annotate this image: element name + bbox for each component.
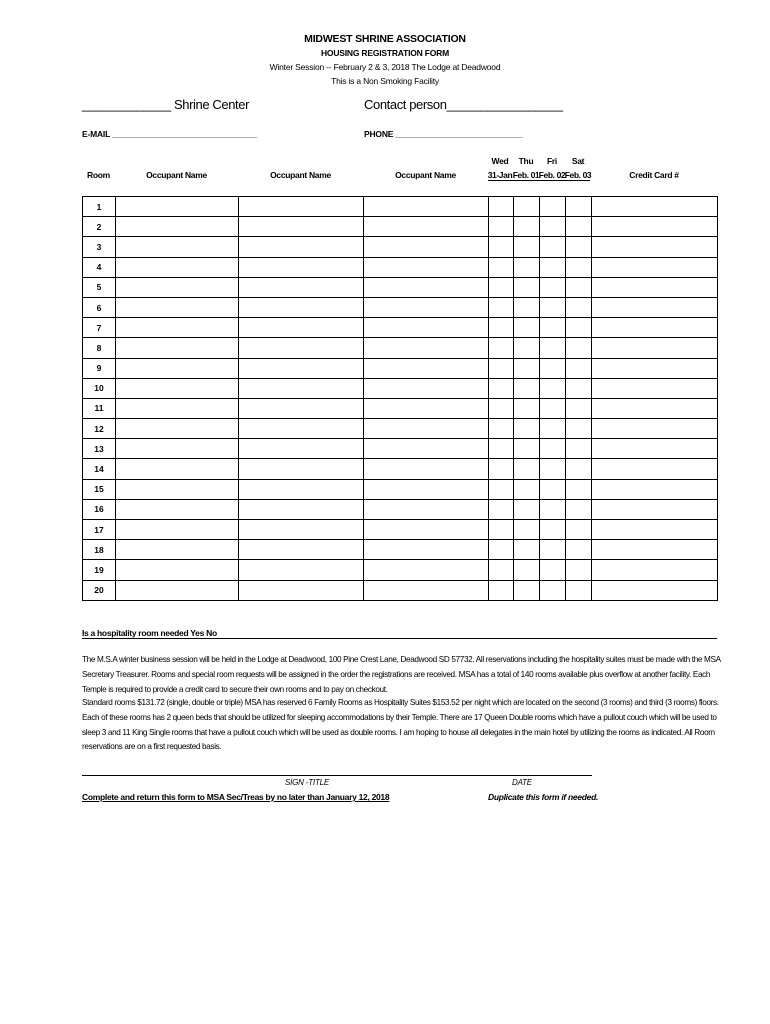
credit-card-cell[interactable] [592, 459, 718, 479]
credit-card-cell[interactable] [592, 318, 718, 338]
occupant-name-cell[interactable] [239, 297, 364, 317]
room-number: 19 [83, 560, 116, 580]
night-cell-fri[interactable] [540, 398, 566, 418]
occupant-name-cell[interactable] [239, 540, 364, 560]
room-number: 9 [83, 358, 116, 378]
occupant-name-cell[interactable] [116, 217, 239, 237]
table-row [83, 560, 718, 580]
occupant-name-cell[interactable] [364, 520, 489, 540]
occupant-name-cell[interactable] [364, 580, 489, 600]
night-cell-sat[interactable] [566, 520, 592, 540]
room-column-header: Room [87, 170, 110, 180]
occupant-name-cell[interactable] [239, 257, 364, 277]
occupant-name-cell[interactable] [116, 580, 239, 600]
night-cell-sat[interactable] [566, 378, 592, 398]
occupant-name-cell[interactable] [364, 217, 489, 237]
occupant-name-cell[interactable] [239, 277, 364, 297]
night-cell-thu[interactable] [514, 217, 540, 237]
credit-card-cell[interactable] [592, 479, 718, 499]
occupant-name-cell[interactable] [116, 318, 239, 338]
night-cell-thu[interactable] [514, 398, 540, 418]
night-cell-fri[interactable] [540, 540, 566, 560]
night-cell-wed[interactable] [489, 257, 514, 277]
table-row [83, 378, 718, 398]
night-cell-thu[interactable] [514, 540, 540, 560]
night-cell-thu[interactable] [514, 459, 540, 479]
night-cell-sat[interactable] [566, 580, 592, 600]
night-cell-fri[interactable] [540, 358, 566, 378]
occupant-name-cell[interactable] [364, 318, 489, 338]
day-header-sat: Sat [571, 156, 585, 166]
occupant-name-cell[interactable] [239, 479, 364, 499]
form-title: HOUSING REGISTRATION FORM [320, 48, 449, 58]
occupant-name-cell[interactable] [116, 419, 239, 439]
night-cell-wed[interactable] [489, 297, 514, 317]
table-row [83, 398, 718, 418]
credit-card-cell[interactable] [592, 520, 718, 540]
night-cell-thu[interactable] [514, 419, 540, 439]
night-cell-fri[interactable] [540, 459, 566, 479]
table-row [83, 580, 718, 600]
night-cell-wed[interactable] [489, 217, 514, 237]
occupant-name-cell[interactable] [239, 358, 364, 378]
table-row [83, 338, 718, 358]
night-cell-thu[interactable] [514, 580, 540, 600]
room-number: 11 [83, 398, 116, 418]
occupant-name-cell[interactable] [239, 419, 364, 439]
room-number: 17 [83, 520, 116, 540]
credit-card-cell[interactable] [592, 540, 718, 560]
night-cell-sat[interactable] [566, 237, 592, 257]
occupant-name-cell[interactable] [116, 439, 239, 459]
occupant-name-cell[interactable] [364, 479, 489, 499]
room-number: 3 [83, 237, 116, 257]
table-row [83, 277, 718, 297]
credit-card-cell[interactable] [592, 338, 718, 358]
occupant-name-cell[interactable] [116, 479, 239, 499]
night-cell-fri[interactable] [540, 237, 566, 257]
room-number: 4 [83, 257, 116, 277]
occupant-column-header-1: Occupant Name [146, 170, 207, 180]
credit-card-column-header: Credit Card # [629, 170, 679, 180]
session-info: Winter Session -- February 2 & 3, 2018 The Lodge at Deadwood [269, 62, 501, 72]
credit-card-cell[interactable] [592, 297, 718, 317]
credit-card-cell[interactable] [592, 237, 718, 257]
table-row [83, 297, 718, 317]
night-cell-sat[interactable] [566, 277, 592, 297]
occupant-name-cell[interactable] [239, 398, 364, 418]
credit-card-cell[interactable] [592, 217, 718, 237]
occupant-name-cell[interactable] [116, 277, 239, 297]
table-row [83, 479, 718, 499]
occupant-column-header-3: Occupant Name [395, 170, 456, 180]
night-cell-fri[interactable] [540, 479, 566, 499]
table-row [83, 540, 718, 560]
night-cell-fri[interactable] [540, 257, 566, 277]
table-row [83, 419, 718, 439]
room-number: 13 [83, 439, 116, 459]
occupant-name-cell[interactable] [239, 378, 364, 398]
credit-card-cell[interactable] [592, 257, 718, 277]
table-row [83, 257, 718, 277]
day-header-fri: Fri [547, 156, 557, 166]
credit-card-cell[interactable] [592, 419, 718, 439]
night-cell-sat[interactable] [566, 419, 592, 439]
room-number: 8 [83, 338, 116, 358]
occupant-name-cell[interactable] [364, 398, 489, 418]
day-header-wed: Wed [491, 156, 509, 166]
night-cell-sat[interactable] [566, 257, 592, 277]
night-cell-wed[interactable] [489, 338, 514, 358]
occupant-name-cell[interactable] [116, 358, 239, 378]
night-cell-thu[interactable] [514, 197, 540, 217]
night-cell-wed[interactable] [489, 378, 514, 398]
credit-card-cell[interactable] [592, 277, 718, 297]
occupant-name-cell[interactable] [239, 520, 364, 540]
room-number: 16 [83, 499, 116, 519]
night-cell-wed[interactable] [489, 237, 514, 257]
occupant-name-cell[interactable] [364, 338, 489, 358]
night-cell-wed[interactable] [489, 499, 514, 519]
night-cell-wed[interactable] [489, 398, 514, 418]
occupant-name-cell[interactable] [116, 398, 239, 418]
night-cell-fri[interactable] [540, 338, 566, 358]
room-number: 18 [83, 540, 116, 560]
night-cell-wed[interactable] [489, 277, 514, 297]
occupant-name-cell[interactable] [364, 257, 489, 277]
night-cell-fri[interactable] [540, 520, 566, 540]
night-cell-wed[interactable] [489, 540, 514, 560]
night-cell-fri[interactable] [540, 297, 566, 317]
night-cell-sat[interactable] [566, 540, 592, 560]
room-table [82, 196, 718, 601]
night-cell-thu[interactable] [514, 499, 540, 519]
night-cell-fri[interactable] [540, 197, 566, 217]
night-cell-thu[interactable] [514, 560, 540, 580]
sign-title-label: SIGN -TITLE [285, 778, 330, 787]
hospitality-question: Is a hospitality room needed Yes No [82, 628, 217, 638]
occupant-name-cell[interactable] [239, 318, 364, 338]
contact-person-field[interactable]: Contact person_________________ [364, 97, 563, 112]
return-instructions: Complete and return this form to MSA Sec/Treas by no later than January 12, 2018 [82, 792, 390, 802]
night-cell-thu[interactable] [514, 237, 540, 257]
occupant-column-header-2: Occupant Name [270, 170, 331, 180]
date-header-wed: 31-Jan [487, 170, 513, 180]
date-header-fri: Feb. 02 [538, 170, 566, 180]
occupant-name-cell[interactable] [239, 439, 364, 459]
night-cell-sat[interactable] [566, 459, 592, 479]
night-cell-wed[interactable] [489, 318, 514, 338]
table-row [83, 499, 718, 519]
night-cell-fri[interactable] [540, 378, 566, 398]
night-cell-fri[interactable] [540, 560, 566, 580]
occupant-name-cell[interactable] [364, 540, 489, 560]
room-number: 10 [83, 378, 116, 398]
table-row [83, 197, 718, 217]
occupant-name-cell[interactable] [364, 277, 489, 297]
night-cell-thu[interactable] [514, 338, 540, 358]
night-cell-thu[interactable] [514, 378, 540, 398]
org-title: MIDWEST SHRINE ASSOCIATION [304, 33, 466, 45]
table-row [83, 520, 718, 540]
occupant-name-cell[interactable] [364, 419, 489, 439]
occupant-name-cell[interactable] [239, 459, 364, 479]
credit-card-cell[interactable] [592, 378, 718, 398]
night-cell-wed[interactable] [489, 358, 514, 378]
occupant-name-cell[interactable] [364, 378, 489, 398]
table-row [83, 318, 718, 338]
night-cell-wed[interactable] [489, 459, 514, 479]
occupant-name-cell[interactable] [239, 338, 364, 358]
occupant-name-cell[interactable] [239, 580, 364, 600]
occupant-name-cell[interactable] [116, 459, 239, 479]
night-cell-sat[interactable] [566, 398, 592, 418]
night-cell-thu[interactable] [514, 479, 540, 499]
room-number: 5 [83, 277, 116, 297]
credit-card-cell[interactable] [592, 197, 718, 217]
night-cell-sat[interactable] [566, 439, 592, 459]
night-cell-sat[interactable] [566, 197, 592, 217]
night-cell-thu[interactable] [514, 318, 540, 338]
occupant-name-cell[interactable] [116, 499, 239, 519]
night-cell-thu[interactable] [514, 520, 540, 540]
occupant-name-cell[interactable] [239, 217, 364, 237]
table-row [83, 217, 718, 237]
night-cell-sat[interactable] [566, 479, 592, 499]
phone-field[interactable]: PHONE ____________________________ [364, 129, 523, 139]
night-cell-thu[interactable] [514, 257, 540, 277]
room-number: 6 [83, 297, 116, 317]
night-cell-thu[interactable] [514, 439, 540, 459]
night-cell-wed[interactable] [489, 580, 514, 600]
night-cell-sat[interactable] [566, 358, 592, 378]
hospitality-divider [82, 638, 717, 639]
night-cell-fri[interactable] [540, 499, 566, 519]
occupant-name-cell[interactable] [239, 499, 364, 519]
date-header-thu: Feb. 01 [512, 170, 540, 180]
night-cell-wed[interactable] [489, 479, 514, 499]
night-cell-wed[interactable] [489, 560, 514, 580]
occupant-name-cell[interactable] [116, 378, 239, 398]
credit-card-cell[interactable] [592, 439, 718, 459]
night-cell-sat[interactable] [566, 499, 592, 519]
occupant-name-cell[interactable] [364, 297, 489, 317]
info-paragraph-2: Standard rooms $131.72 (single, double or triple) MSA has reserved 6 Family Rooms as Hospitality Suites $153.52 per night which are located on the second (3 rooms) and third (3 rooms) floors. Each of these rooms has 2 queen beds that should be utilized for sleeping accommodations by their Temple. There are 17 Queen Double rooms which have a pullout couch which will be used to sleep 3 and 11 King Single rooms that have a pullout couch which will be used as double rooms. I am hoping to house all delegates in the main hotel by utilizing the rooms as indicated. All Room reservations are on a first requested basis. [82, 698, 719, 752]
day-header-thu: Thu [518, 156, 534, 166]
occupant-name-cell[interactable] [116, 520, 239, 540]
date-header-sat: Feb. 03 [564, 170, 592, 180]
occupant-name-cell[interactable] [239, 560, 364, 580]
occupant-name-cell[interactable] [116, 237, 239, 257]
occupant-name-cell[interactable] [364, 459, 489, 479]
email-field[interactable]: E-MAIL ________________________________ [82, 129, 257, 139]
occupant-name-cell[interactable] [116, 257, 239, 277]
room-number: 2 [83, 217, 116, 237]
occupant-name-cell[interactable] [239, 197, 364, 217]
night-cell-sat[interactable] [566, 217, 592, 237]
occupant-name-cell[interactable] [116, 560, 239, 580]
table-row [83, 237, 718, 257]
night-cell-wed[interactable] [489, 197, 514, 217]
occupant-name-cell[interactable] [364, 237, 489, 257]
night-cell-thu[interactable] [514, 297, 540, 317]
duplicate-note: Duplicate this form if needed. [488, 792, 599, 802]
table-row [83, 459, 718, 479]
night-cell-sat[interactable] [566, 560, 592, 580]
night-cell-fri[interactable] [540, 217, 566, 237]
occupant-name-cell[interactable] [364, 560, 489, 580]
credit-card-cell[interactable] [592, 499, 718, 519]
night-cell-sat[interactable] [566, 338, 592, 358]
night-cell-fri[interactable] [540, 439, 566, 459]
night-cell-fri[interactable] [540, 580, 566, 600]
night-cell-wed[interactable] [489, 520, 514, 540]
table-row [83, 439, 718, 459]
occupant-name-cell[interactable] [239, 237, 364, 257]
room-number: 12 [83, 419, 116, 439]
room-number: 15 [83, 479, 116, 499]
credit-card-cell[interactable] [592, 580, 718, 600]
night-cell-fri[interactable] [540, 318, 566, 338]
occupant-name-cell[interactable] [116, 540, 239, 560]
night-cell-fri[interactable] [540, 419, 566, 439]
room-number: 1 [83, 197, 116, 217]
shrine-center-field[interactable]: _____________ Shrine Center [82, 97, 250, 112]
signature-line[interactable] [82, 775, 592, 776]
night-cell-sat[interactable] [566, 297, 592, 317]
occupant-name-cell[interactable] [364, 499, 489, 519]
night-cell-thu[interactable] [514, 358, 540, 378]
occupant-name-cell[interactable] [116, 338, 239, 358]
occupant-name-cell[interactable] [116, 197, 239, 217]
info-paragraph-1: The M.S.A winter business session will be held in the Lodge at Deadwood, 100 Pine Crest Lane, Deadwood SD 57732. All reservations including the hospitality suites must be made with the MSA Secretary Treasurer. Rooms and special room requests will be assigned in the order the registrations are received. MSA has a total of 140 rooms available plus overflow at another facility. Each Temple is required to provide a credit card to secure their own rooms and to pay on checkout. [82, 655, 721, 694]
occupant-name-cell[interactable] [364, 439, 489, 459]
room-number: 7 [83, 318, 116, 338]
credit-card-cell[interactable] [592, 358, 718, 378]
night-cell-thu[interactable] [514, 277, 540, 297]
night-cell-fri[interactable] [540, 277, 566, 297]
occupant-name-cell[interactable] [116, 297, 239, 317]
credit-card-cell[interactable] [592, 560, 718, 580]
table-row [83, 358, 718, 378]
date-label: DATE [512, 778, 532, 787]
room-number: 14 [83, 459, 116, 479]
date-header-underline [488, 180, 590, 181]
night-cell-wed[interactable] [489, 419, 514, 439]
smoking-note: This is a Non Smoking Facility [331, 76, 439, 86]
occupant-name-cell[interactable] [364, 197, 489, 217]
room-number: 20 [83, 580, 116, 600]
credit-card-cell[interactable] [592, 398, 718, 418]
night-cell-wed[interactable] [489, 439, 514, 459]
night-cell-sat[interactable] [566, 318, 592, 338]
occupant-name-cell[interactable] [364, 358, 489, 378]
